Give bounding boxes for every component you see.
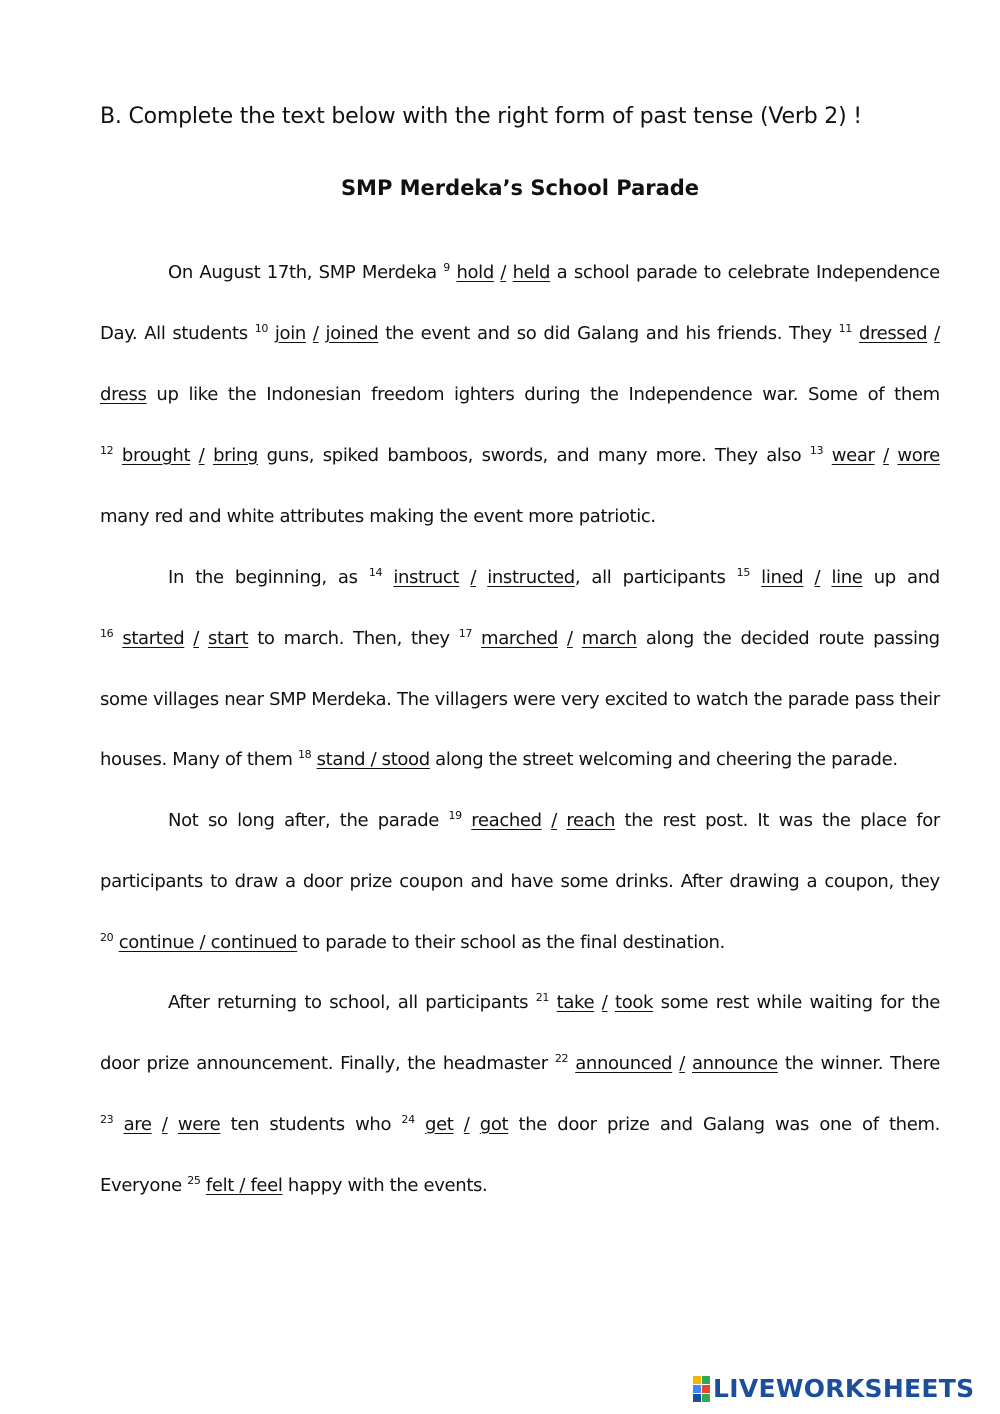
text-word: All: [144, 323, 166, 344]
answer-option[interactable]: instruct: [393, 567, 460, 588]
answer-option[interactable]: take: [556, 992, 595, 1013]
blank-number: 20: [100, 931, 114, 944]
text-line: [168, 991, 940, 1015]
logo-text: LIVEWORKSHEETS: [713, 1373, 975, 1403]
text-word: some: [560, 871, 609, 892]
answer-option[interactable]: got: [479, 1114, 509, 1135]
answer-option[interactable]: dress: [100, 384, 147, 405]
text-word: a: [556, 262, 568, 283]
blank-number: 13: [809, 444, 824, 457]
text-word: guns,: [266, 445, 315, 466]
text-word: announcement.: [196, 1053, 334, 1074]
text-word: swords,: [481, 445, 548, 466]
text-word: coupon,: [824, 871, 894, 892]
answer-option[interactable]: join: [274, 323, 306, 344]
page-title: SMP Merdeka’s School Parade: [340, 176, 700, 200]
text-word: excited: [604, 689, 668, 710]
text-word: Independence: [816, 262, 940, 283]
answer-option[interactable]: wear: [831, 445, 875, 466]
answer-option[interactable]: get: [425, 1114, 454, 1135]
text-word: waiting: [809, 992, 873, 1013]
text-word: they: [410, 628, 450, 649]
text-word: participants: [100, 871, 203, 892]
text-word: 17th,: [266, 262, 313, 283]
text-word: SMP: [269, 689, 306, 710]
text-word: They: [714, 445, 758, 466]
text-word: all: [397, 992, 418, 1013]
text-word: while: [756, 992, 802, 1013]
answer-option[interactable]: announce: [691, 1053, 778, 1074]
answer-option[interactable]: reach: [566, 810, 616, 831]
text-word: They: [789, 323, 832, 344]
text-word: Indonesian: [266, 384, 362, 405]
text-word: and: [556, 445, 590, 466]
blank-number: 17: [458, 627, 473, 640]
text-line: [100, 322, 940, 346]
text-word: of: [867, 384, 885, 405]
text-word: Merdeka: [361, 262, 437, 283]
text-word: students: [172, 323, 248, 344]
text-line: [100, 505, 940, 529]
answer-option[interactable]: start: [208, 628, 249, 649]
text-word: the: [518, 1114, 547, 1135]
text-word: ten: [230, 1114, 260, 1135]
text-segment: along the street welcoming and cheering the parade.: [429, 749, 898, 770]
text-line: [100, 748, 940, 772]
text-word: very: [560, 689, 600, 710]
text-word: after,: [284, 810, 331, 831]
text-word: like: [188, 384, 218, 405]
text-word: to: [673, 689, 691, 710]
text-word: students: [269, 1114, 345, 1135]
text-word: Galang: [577, 323, 639, 344]
text-word: spiked: [322, 445, 379, 466]
answer-option[interactable]: /: [601, 992, 608, 1013]
text-word: for: [916, 810, 940, 831]
text-word: pass: [854, 689, 895, 710]
text-word: along: [645, 628, 694, 649]
text-word: many: [597, 445, 648, 466]
text-line: [100, 1052, 940, 1076]
answer-option[interactable]: /: [934, 323, 940, 344]
answer-option[interactable]: /: [470, 567, 477, 588]
text-word: prize: [349, 871, 393, 892]
text-word: have: [510, 871, 554, 892]
text-segment: many red and white attributes making the event more patriotic.: [100, 506, 656, 527]
text-word: the: [385, 323, 414, 344]
text-word: long: [237, 810, 275, 831]
text-word: beginning,: [234, 567, 327, 588]
text-word: Galang: [702, 1114, 765, 1135]
text-word: villagers: [434, 689, 508, 710]
blank-number: 9: [443, 261, 450, 274]
text-word: bamboos,: [387, 445, 474, 466]
text-word: decided: [740, 628, 810, 649]
text-word: to: [257, 628, 275, 649]
text-word: his: [685, 323, 711, 344]
answer-option[interactable]: /: [193, 628, 200, 649]
text-word: all: [591, 567, 612, 588]
text-word: so: [516, 323, 537, 344]
text-segment: happy with the events.: [282, 1175, 488, 1196]
text-word: door: [302, 871, 343, 892]
answer-option[interactable]: joined: [325, 323, 379, 344]
text-word: the: [624, 810, 654, 831]
answer-option[interactable]: /: [198, 445, 205, 466]
text-word: celebrate: [727, 262, 810, 283]
text-line: [100, 627, 940, 651]
text-word: After: [168, 992, 210, 1013]
text-word: door: [557, 1114, 597, 1135]
text-word: up: [156, 384, 179, 405]
text-word: also: [766, 445, 802, 466]
answer-option[interactable]: /: [463, 1114, 470, 1135]
answer-option[interactable]: /: [500, 262, 507, 283]
text-word: was: [774, 1114, 810, 1135]
text-word: participants: [622, 567, 726, 588]
answer-option[interactable]: /: [566, 628, 573, 649]
text-word: so: [207, 810, 228, 831]
answer-option[interactable]: /: [161, 1114, 168, 1135]
text-word: The: [396, 689, 430, 710]
text-word: the: [753, 689, 783, 710]
text-word: the: [784, 1053, 814, 1074]
text-word: SMP: [318, 262, 356, 283]
answer-option[interactable]: marched: [481, 628, 558, 649]
text-word: them: [894, 384, 940, 405]
text-word: post.: [705, 810, 748, 831]
blank-number: 16: [100, 627, 114, 640]
blank-number: 10: [254, 322, 268, 335]
text-word: the: [407, 1053, 436, 1074]
text-line: [168, 809, 940, 833]
answer-option[interactable]: dressed: [858, 323, 928, 344]
text-word: war.: [762, 384, 799, 405]
answer-option[interactable]: /: [679, 1053, 685, 1074]
text-word: returning: [217, 992, 297, 1013]
blank-number: 12: [100, 444, 114, 457]
text-word: There: [890, 1053, 940, 1074]
text-word: a: [806, 871, 818, 892]
text-word: school,: [329, 992, 391, 1013]
blank-number: 15: [736, 566, 750, 579]
text-line: [100, 688, 940, 712]
answer-option[interactable]: held: [512, 262, 551, 283]
blank-number: 21: [535, 991, 550, 1004]
answer-option[interactable]: were: [177, 1114, 221, 1135]
text-word: for: [880, 992, 904, 1013]
text-word: Finally,: [340, 1053, 401, 1074]
answer-option[interactable]: /: [312, 323, 319, 344]
text-word: route: [818, 628, 865, 649]
text-word: school: [573, 262, 630, 283]
text-line: [100, 931, 940, 955]
text-line: [100, 1113, 940, 1137]
text-word: draw: [234, 871, 278, 892]
text-line: [100, 870, 940, 894]
text-segment: to parade to their school as the final destination.: [297, 932, 725, 953]
blank-number: 14: [368, 566, 383, 579]
text-word: watch: [696, 689, 749, 710]
text-word: rest: [662, 810, 696, 831]
text-word: rest: [715, 992, 749, 1013]
text-word: a: [285, 871, 296, 892]
answer-option[interactable]: stand / stood: [316, 749, 430, 770]
text-word: was: [778, 810, 813, 831]
text-word: event: [420, 323, 471, 344]
text-word: the: [227, 384, 257, 405]
text-word: and: [470, 871, 504, 892]
text-line: [100, 444, 940, 468]
text-word: Day.: [100, 323, 138, 344]
text-word: and: [907, 567, 940, 588]
answer-option[interactable]: line: [831, 567, 863, 588]
text-word: up: [873, 567, 896, 588]
text-word: participants: [425, 992, 529, 1013]
text-word: ighters: [454, 384, 515, 405]
answer-option[interactable]: bring: [213, 445, 258, 466]
answer-option[interactable]: wore: [897, 445, 940, 466]
text-word: and: [659, 1114, 693, 1135]
text-word: In: [168, 567, 185, 588]
text-word: to: [703, 262, 722, 283]
text-word: villages: [153, 689, 219, 710]
answer-option[interactable]: started: [122, 628, 185, 649]
text-word: winner.: [820, 1053, 884, 1074]
answer-option[interactable]: march: [581, 628, 637, 649]
blank-number: 11: [838, 322, 852, 335]
text-word: coupon: [399, 871, 464, 892]
blank-number: 23: [100, 1113, 114, 1126]
answer-option[interactable]: lined: [761, 567, 804, 588]
blank-number: 22: [554, 1052, 569, 1065]
text-word: Merdeka.: [311, 689, 392, 710]
text-word: friends.: [717, 323, 783, 344]
text-word: place: [860, 810, 907, 831]
text-word: freedom: [371, 384, 445, 405]
blank-number: 24: [401, 1113, 415, 1126]
answer-option[interactable]: reached: [471, 810, 542, 831]
answer-option[interactable]: took: [614, 992, 654, 1013]
text-segment: houses. Many of them: [100, 749, 298, 770]
text-word: August: [199, 262, 261, 283]
text-word: Not: [168, 810, 199, 831]
answer-option[interactable]: continue / continued: [118, 932, 298, 953]
answer-option[interactable]: announced: [575, 1053, 673, 1074]
text-line: [100, 383, 940, 407]
text-word: to: [210, 871, 228, 892]
text-line: [168, 566, 940, 590]
text-word: the: [822, 810, 851, 831]
text-word: prize: [146, 1053, 190, 1074]
answer-option[interactable]: /: [551, 810, 557, 831]
text-word: prize: [606, 1114, 650, 1135]
answer-option[interactable]: brought: [121, 445, 191, 466]
text-word: some: [660, 992, 709, 1013]
text-word: the: [339, 810, 369, 831]
text-word: did: [543, 323, 571, 344]
text-word: of: [862, 1114, 879, 1135]
text-word: headmaster: [442, 1053, 548, 1074]
text-line: [168, 261, 940, 285]
text-word: Some: [808, 384, 858, 405]
text-word: more.: [655, 445, 707, 466]
text-word: the: [702, 628, 732, 649]
text-word: their: [899, 689, 940, 710]
answer-option[interactable]: /: [814, 567, 821, 588]
text-word: and: [477, 323, 510, 344]
text-word: and: [645, 323, 679, 344]
answer-option[interactable]: instructed: [487, 567, 575, 588]
text-word: who: [355, 1114, 392, 1135]
text-word: drinks.: [615, 871, 674, 892]
text-word: they: [900, 871, 940, 892]
answer-option[interactable]: /: [883, 445, 889, 466]
text-word: march.: [283, 628, 345, 649]
text-word: parade: [635, 262, 698, 283]
text-segment: Everyone: [100, 1175, 188, 1196]
text-word: It: [757, 810, 770, 831]
answer-option[interactable]: are: [123, 1114, 152, 1135]
text-word: After: [680, 871, 723, 892]
liveworksheets-logo: [693, 1372, 974, 1404]
text-word: were: [513, 689, 556, 710]
blank-number: 25: [187, 1174, 201, 1187]
text-word: one: [819, 1114, 852, 1135]
text-word: them.: [888, 1114, 940, 1135]
text-word: Then,: [353, 628, 402, 649]
text-word: the: [195, 567, 224, 588]
text-word: drawing: [729, 871, 800, 892]
text-word: near: [224, 689, 264, 710]
text-word: ,: [574, 567, 581, 588]
text-word: the: [911, 992, 940, 1013]
text-word: to: [304, 992, 322, 1013]
answer-option[interactable]: hold: [456, 262, 494, 283]
text-word: door: [100, 1053, 140, 1074]
text-word: On: [168, 262, 193, 283]
answer-option[interactable]: felt / feel: [205, 1175, 283, 1196]
text-word: passing: [873, 628, 940, 649]
text-word: Independence: [628, 384, 753, 405]
text-line: [100, 1174, 940, 1198]
text-word: the: [590, 384, 619, 405]
blank-number: 19: [448, 809, 462, 822]
text-word: parade: [377, 810, 440, 831]
logo-mark-icon: [693, 1374, 711, 1402]
text-word: during: [524, 384, 581, 405]
text-word: some: [100, 689, 148, 710]
blank-number: 18: [297, 748, 312, 761]
text-word: as: [337, 567, 358, 588]
text-word: parade: [787, 689, 849, 710]
instruction-text: B. Complete the text below with the right form of past tense (Verb 2) !: [100, 104, 862, 129]
